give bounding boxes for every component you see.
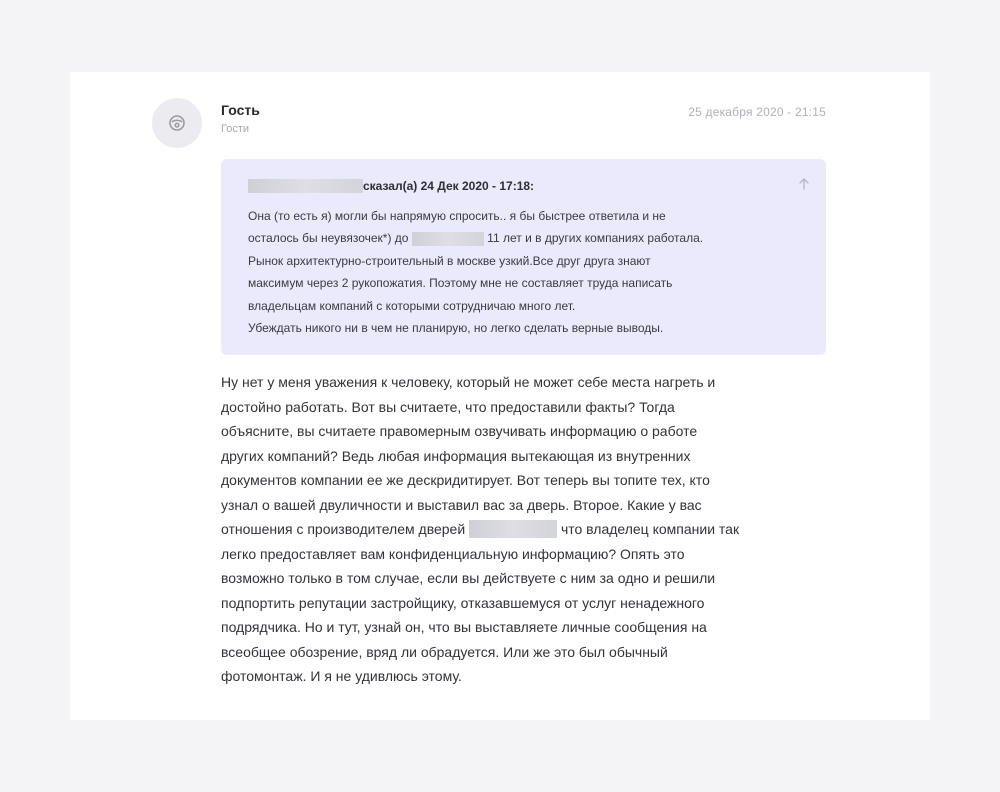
avatar[interactable] xyxy=(152,98,202,148)
quote-header xyxy=(248,179,534,193)
redacted-company xyxy=(469,520,557,538)
quote-line xyxy=(248,227,808,249)
message-line-part: отношения с производителем дверей xyxy=(221,521,466,537)
message-line: возможно только в том случае, если вы действуете с ним за одно и решили xyxy=(221,570,716,586)
author-group: Гости xyxy=(221,123,250,135)
message-line: легко предоставляет вам конфиденциальную информацию? Опять это xyxy=(221,545,685,562)
message-line: всеобщее обозрение, вряд ли обрадуется. Или же это был обычный xyxy=(221,643,668,660)
quote-line: Она (то есть я) могли бы напрямую спросить.. я бы быстрее ответила и не xyxy=(248,209,666,223)
message-line: подрядчика. Но и тут, узнай он, что вы выставляете личные сообщения на xyxy=(221,619,707,635)
message-line: узнал о вашей двуличности и выставил вас за дверь. Второе. Какие у вас xyxy=(221,496,702,513)
message-body xyxy=(221,370,841,689)
quote-line: Убеждать никого ни в чем не планирую, но легко сделать верные выводы. xyxy=(248,321,664,336)
guest-avatar-icon xyxy=(167,113,187,133)
arrow-up-icon[interactable] xyxy=(798,177,810,191)
message-line xyxy=(221,517,841,542)
message-line: Ну нет у меня уважения к человеку, который не может себе места нагреть и xyxy=(221,374,716,390)
message-line: подпортить репутации застройщику, отказавшемуся от услуг ненадежного xyxy=(221,594,705,611)
message-line: фотомонтаж. И я не удивлюсь этому. xyxy=(221,668,462,684)
quote-body xyxy=(248,205,808,339)
redacted-company xyxy=(412,232,484,246)
message-line: объясните, вы считаете правомерным озвучивать информацию о работе xyxy=(221,423,698,439)
quote-header-text: сказал(а) 24 Дек 2020 - 17:18: xyxy=(363,179,535,193)
post-card xyxy=(70,72,930,720)
message-line: документов компании ее же дескридитирует. Вот теперь вы топите тех, кто xyxy=(221,472,710,488)
quote-line: Рынок архитектурно-строительный в москве узкий.Все друг друга знают xyxy=(248,253,651,268)
message-line: достойно работать. Вот вы считаете, что предоставили факты? Тогда xyxy=(221,398,675,415)
quote-line: владельцам компаний с которыми сотрудничаю много лет. xyxy=(248,298,576,313)
post-date[interactable]: 25 декабря 2020 - 21:15 xyxy=(688,105,826,119)
author-name[interactable]: Гость xyxy=(221,102,260,118)
quote-line: максимум через 2 рукопожатия. Поэтому мне не составляет труда написать xyxy=(248,276,673,291)
message-line: других компаний? Ведь любая информация вытекающая из внутренних xyxy=(221,447,691,464)
redacted-username xyxy=(248,179,363,193)
message-line-part: что владелец компании так xyxy=(560,521,740,537)
quote-line-part: 11 лет и в других компаниях работала. xyxy=(487,231,704,246)
quote-block xyxy=(221,159,826,355)
quote-line-part: осталось бы неувязочек*) до xyxy=(248,231,409,246)
